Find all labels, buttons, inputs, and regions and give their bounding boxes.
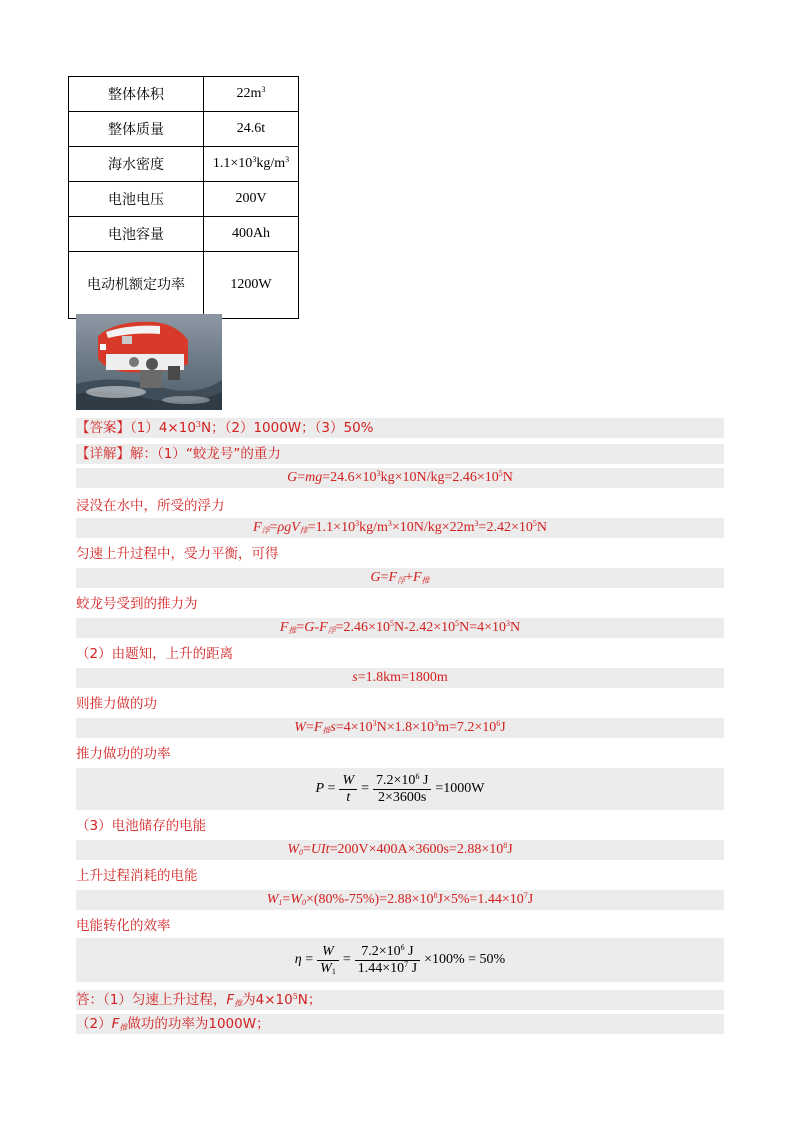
formula-power: P = $\frac{W}{t}$ = $\frac{7.2\times 10^6 J}{2\times 3600s}$ =1000W [76,768,724,810]
formula-energy: $W_0=UIt=200V\times 400A\times 3600s=2.88\times 10^8J$ [76,840,724,860]
detail-label: 【详解】 [76,446,130,462]
table-key: 电动机额定功率 [69,252,204,319]
text-q2: （2）由题知，上升的距离 [76,646,234,662]
text-power: 推力做功的功率 [76,746,171,762]
answer-line [76,418,724,438]
submersible-photo [76,314,222,410]
table-row [69,147,299,182]
detail-line [76,444,724,464]
table-row [69,182,299,217]
spec-table [68,76,299,319]
formula-thrust: $F_推=G-F_浮=2.46\times 10^5N-2.42\times 10^5N=4\times 10^3N$ [76,618,724,638]
final-answer-1: 答：（1）匀速上升过程，$F_推$为$4\times 10^5N$； [76,990,724,1010]
table-key: 整体体积 [69,77,204,112]
text-balance: 匀速上升过程中，受力平衡，可得 [76,546,279,562]
formula-balance: $G=F_浮+F_推$ [76,568,724,588]
text-buoyancy: 浸没在水中，所受的浮力 [76,498,225,514]
table-value: $1.1\times 10^3kg/m^3$ [204,147,299,182]
formula-gravity: $G=mg=24.6\times 10^3kg\times 10N/kg=2.46\times 10^5N$ [76,468,724,488]
formula-consumed: $W_1=W_0\times(80\%-75\%)=2.88\times 10^8J\times 5\%=1.44\times 10^7J$ [76,890,724,910]
table-row [69,217,299,252]
table-value: 1200W [204,252,299,319]
table-value: 200V [204,182,299,217]
answer-label: 【答案】 [76,420,130,436]
table-row [69,112,299,147]
table-value: 400Ah [204,217,299,252]
table-value: $22m^3$ [204,77,299,112]
final-answer-2: $(2)F_推$做功的功率为1000W； [76,1014,724,1034]
detail-text: 解：（1）“蛟龙号”的重力 [130,446,281,462]
text-q3: （3）电池储存的电能 [76,818,207,834]
table-key: 电池电压 [69,182,204,217]
text-consumed: 上升过程消耗的电能 [76,868,198,884]
table-key: 整体质量 [69,112,204,147]
submersible-illustration [76,314,222,410]
answer-text: $(1)4\times 10^3N$；（2）1000W；（3）50% [130,420,374,436]
formula-efficiency: η = $\frac{W}{W_1}$ = $\frac{7.2\times 10^6 J}{1.44\times 10^7 J}$ ×100% = 50% [76,938,724,982]
table-row [69,77,299,112]
formula-buoyancy: $F_浮=\rho gV_排=1.1\times 10^3kg/m^3\times 10N/kg\times 22m^3=2.42\times 10^5N$ [76,518,724,538]
table-value: 24.6t [204,112,299,147]
text-work: 则推力做的功 [76,696,157,712]
formula-distance: s=1.8km=1800m [76,668,724,688]
table-key: 电池容量 [69,217,204,252]
table-key: 海水密度 [69,147,204,182]
text-efficiency: 电能转化的效率 [76,918,171,934]
formula-work: $W=F_推s=4\times 10^3N\times 1.8\times 10^3m=7.2\times 10^6J$ [76,718,724,738]
text-thrust: 蛟龙号受到的推力为 [76,596,198,612]
table-row [69,252,299,319]
